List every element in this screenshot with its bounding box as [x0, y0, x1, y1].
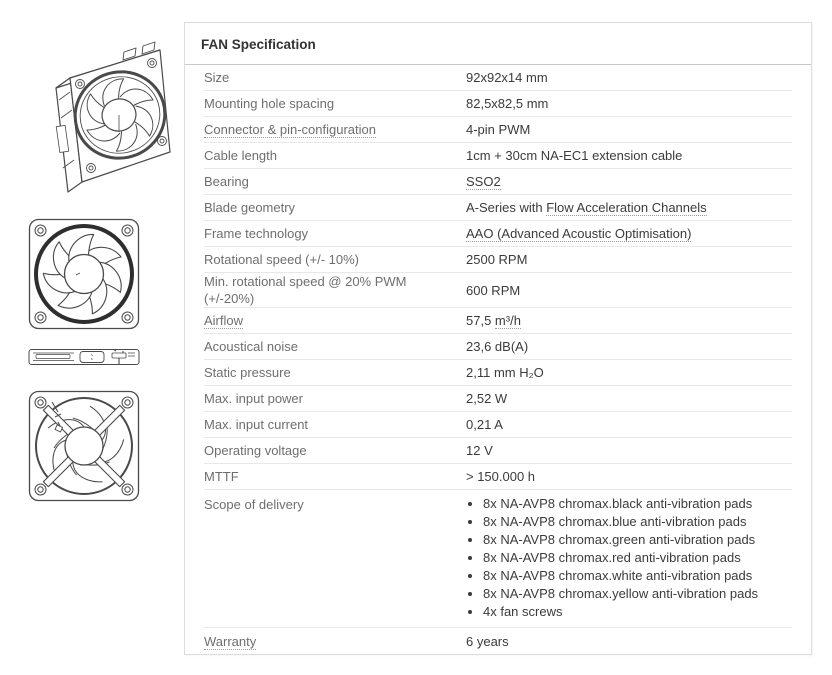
spec-table [185, 65, 811, 654]
fan-front-illustration [28, 218, 140, 330]
spec-value [466, 69, 792, 86]
spec-value [466, 416, 792, 433]
spec-value-text: 82,5x82,5 mm [466, 96, 549, 111]
spec-row [204, 628, 792, 654]
spec-label-text: Mounting hole spacing [204, 96, 335, 111]
spec-value [466, 199, 792, 216]
spec-label-text: Min. rotational speed @ 20% PWM (+/-20%) [204, 274, 407, 306]
spec-value [466, 390, 792, 407]
delivery-list [466, 495, 792, 621]
spec-value-text: 600 RPM [466, 282, 521, 298]
spec-label [204, 312, 466, 329]
spec-label [204, 251, 466, 268]
spec-row [204, 91, 792, 117]
spec-value-tooltip-link[interactable]: AAO (Advanced Acoustic Optimisation) [466, 226, 692, 241]
delivery-item: • 8x NA-AVP8 chromax.red anti-vibration pads [483, 549, 792, 567]
spec-label [204, 69, 466, 86]
spec-value-text: 2,52 W [466, 391, 508, 406]
product-gallery [0, 0, 184, 675]
spec-label [204, 338, 466, 355]
spec-row [204, 195, 792, 221]
spec-label-text: Scope of delivery [204, 497, 304, 512]
fan-perspective-illustration [24, 22, 172, 206]
spec-row [204, 65, 792, 91]
spec-label-text: Cable length [204, 148, 277, 163]
spec-value [466, 468, 792, 485]
spec-value-text: A-Series with [466, 200, 547, 215]
spec-value [466, 225, 792, 242]
spec-value [466, 495, 792, 621]
spec-label [204, 95, 466, 112]
spec-label [204, 147, 466, 164]
spec-label-text: Rotational speed (+/- 10%) [204, 252, 360, 267]
delivery-item: • 8x NA-AVP8 chromax.white anti-vibration pads [483, 567, 792, 585]
spec-label [204, 273, 466, 307]
spec-row [204, 143, 792, 169]
spec-value [466, 282, 792, 299]
spec-label-text: Acoustical noise [204, 339, 298, 354]
spec-value-text: 1cm + 30cm NA-EC1 extension cable [466, 148, 683, 163]
spec-value-tooltip-link[interactable]: m³/h [494, 313, 521, 328]
spec-value [466, 364, 792, 381]
spec-row [204, 334, 792, 360]
spec-value [466, 633, 792, 650]
spec-value-tooltip-link[interactable]: SSO2 [466, 174, 501, 189]
spec-label-text: Max. input current [204, 417, 309, 432]
spec-label-text: MTTF [204, 469, 239, 484]
spec-label [204, 390, 466, 407]
spec-label-text: Bearing [204, 174, 249, 189]
spec-row [204, 117, 792, 143]
spec-row [204, 386, 792, 412]
spec-label [204, 173, 466, 190]
spec-label [204, 468, 466, 485]
spec-label [204, 199, 466, 216]
delivery-item: • 8x NA-AVP8 chromax.blue anti-vibration pads [483, 513, 792, 531]
thumbnail-fan-side-view[interactable] [28, 348, 140, 369]
spec-label [204, 364, 466, 381]
spec-label-text: Operating voltage [204, 443, 307, 458]
spec-label-tooltip-link[interactable]: Warranty [204, 633, 257, 649]
spec-value [466, 121, 792, 138]
spec-row [204, 412, 792, 438]
fan-rear-illustration [28, 388, 140, 503]
spec-row [204, 464, 792, 490]
spec-value-tooltip-link[interactable]: Flow Acceleration Channels [546, 200, 707, 215]
spec-value [466, 173, 792, 190]
spec-row [204, 490, 792, 628]
spec-row [204, 360, 792, 386]
spec-row [204, 273, 792, 308]
spec-value [466, 95, 792, 112]
spec-card [184, 22, 812, 655]
spec-value-text: 4-pin PWM [466, 122, 531, 137]
delivery-item: • 8x NA-AVP8 chromax.yellow anti-vibration pads [483, 585, 792, 603]
spec-value [466, 312, 792, 329]
spec-row [204, 247, 792, 273]
delivery-item: • 8x NA-AVP8 chromax.black anti-vibration pads [483, 495, 792, 513]
spec-value [466, 338, 792, 355]
spec-label [204, 225, 466, 242]
spec-value-text: 2500 RPM [466, 252, 528, 267]
spec-label [204, 416, 466, 433]
spec-value [466, 442, 792, 459]
spec-label-text: Static pressure [204, 365, 291, 380]
spec-value-text: 92x92x14 mm [466, 70, 548, 85]
spec-row [204, 308, 792, 334]
spec-value-text: > 150.000 h [466, 469, 536, 484]
delivery-item: • 4x fan screws [483, 603, 792, 621]
spec-label-tooltip-link[interactable]: Airflow [204, 313, 244, 328]
fan-side-illustration [28, 348, 140, 369]
spec-label-text: Blade geometry [204, 200, 296, 215]
spec-label-tooltip-link[interactable]: Connector & pin-configuration [204, 122, 376, 137]
spec-label [204, 442, 466, 459]
spec-label [204, 495, 466, 514]
spec-label-text: Max. input power [204, 391, 303, 406]
spec-label [204, 121, 466, 138]
spec-card-title: FAN Specification [185, 23, 811, 65]
spec-label-text: Size [204, 70, 230, 85]
spec-value-text: 23,6 dB(A) [466, 339, 529, 354]
spec-label [204, 633, 466, 650]
spec-label-text: Frame technology [204, 226, 309, 241]
spec-row [204, 221, 792, 247]
thumbnail-fan-perspective-view[interactable] [24, 22, 172, 206]
delivery-item: • 8x NA-AVP8 chromax.green anti-vibration pads [483, 531, 792, 549]
spec-row [204, 438, 792, 464]
spec-value-text: 6 years [466, 633, 509, 649]
spec-value-text: 12 V [466, 443, 493, 458]
spec-value-text: 57,5 [466, 313, 495, 328]
thumbnail-fan-front-view[interactable] [28, 218, 140, 330]
spec-value-text: 2,11 mm H₂O [466, 365, 544, 380]
spec-value [466, 251, 792, 268]
thumbnail-fan-rear-view[interactable] [28, 388, 140, 503]
spec-value-text: 0,21 A [466, 417, 503, 432]
spec-row [204, 169, 792, 195]
spec-value [466, 147, 792, 164]
